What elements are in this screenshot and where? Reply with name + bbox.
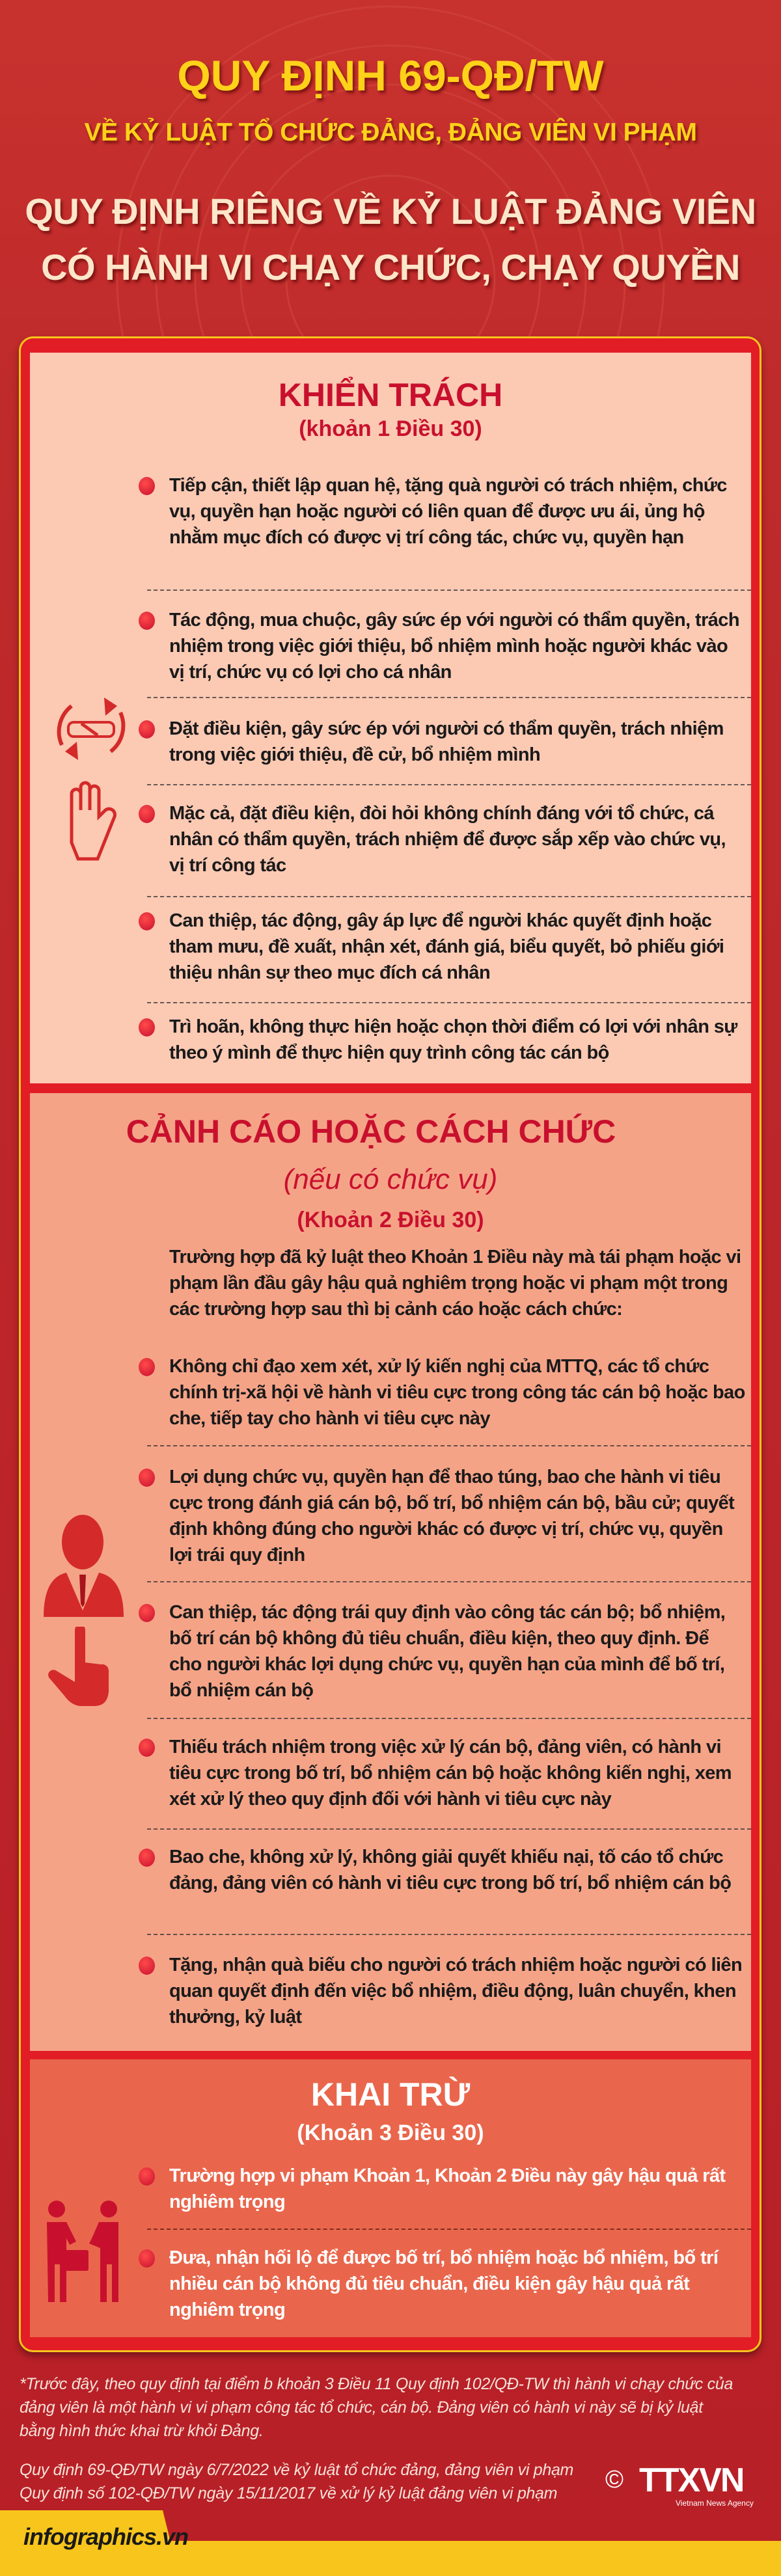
divider <box>147 590 751 591</box>
site-link[interactable]: infographics.vn <box>23 2523 189 2550</box>
section-ref: (khoản 1 Điều 30) <box>299 416 482 441</box>
bullet-icon <box>139 1957 155 1975</box>
section-ref: (Khoản 3 Điều 30) <box>297 2121 484 2145</box>
list-item: Tiếp cận, thiết lập quan hệ, tặng quà người có trách nhiệm, chức vụ, quyền hạn hoặc người có liên quan để được ưu ái, ủng hộ nhằm mục đích có được vị trí công tác, chức vụ, quyền hạn <box>169 475 727 548</box>
list-item: Lợi dụng chức vụ, quyền hạn để thao túng, bao che hành vi tiêu cực trong đánh giá cán bộ, bố trí, bổ nhiệm cán bộ, bầu cử; quyết định không đúng cho người khác có được vị trí, chức vụ, quyền lợi trái quy định <box>169 1467 735 1566</box>
section-title: KHAI TRỪ <box>310 2076 471 2113</box>
bullet-icon <box>139 1469 155 1487</box>
logo-subtitle: Vietnam News Agency <box>676 2499 754 2508</box>
section-title: KHIỂN TRÁCH <box>278 377 503 413</box>
divider <box>147 1445 751 1446</box>
divider <box>147 1581 751 1582</box>
section-intro: Trường hợp đã kỷ luật theo Khoản 1 Điều này mà tái phạm hoặc vi phạm lần đầu gây hậu quả nghiêm trọng hoặc vi phạm một trong các trường hợp sau thì bị cảnh cáo hoặc cách chức: <box>169 1247 741 1320</box>
section-ref: (Khoản 2 Điều 30) <box>297 1208 484 1232</box>
list-item: Can thiệp, tác động trái quy định vào công tác cán bộ; bổ nhiệm, bố trí cán bộ không đủ tiêu chuẩn, điều kiện, theo quy định. Để cho người khác lợi dụng chức vụ, quyền hạn của mình để bố trí, bổ nhiệm cán bộ <box>169 1602 726 1701</box>
section-canh-cao <box>30 1093 751 2051</box>
divider <box>147 2229 751 2230</box>
businessman-icon <box>40 1513 128 1617</box>
bullet-icon <box>139 2249 155 2268</box>
list-item: Không chỉ đạo xem xét, xử lý kiến nghị của MTTQ, các tổ chức chính trị-xã hội về hành vi tiêu cực trong công tác cán bộ hoặc bao che, tiếp tay cho hành vi tiêu cực này <box>169 1356 745 1429</box>
divider <box>147 896 751 897</box>
bribery-exchange-icon <box>40 2199 128 2303</box>
source-1: Quy định 69-QĐ/TW ngày 6/7/2022 về kỷ luật tổ chức đảng, đảng viên vi phạm <box>20 2461 574 2479</box>
list-item: Thiếu trách nhiệm trong việc xử lý cán bộ, đảng viên, có hành vi tiêu cực trong bố trí, bổ nhiệm cán bộ hoặc không kiến nghị, xem xét xử lý theo quy định đối với hành vi tiêu cực này <box>169 1737 732 1810</box>
list-item: Trì hoãn, không thực hiện hoặc chọn thời điểm có lợi với nhân sự theo ý mình để thực hiện quy trình công tác cán bộ <box>169 1016 737 1063</box>
handshake-cycle-icon <box>52 690 130 768</box>
bullet-icon <box>139 912 155 930</box>
divider <box>147 1828 751 1830</box>
headline-line-2: CÓ HÀNH VI CHẠY CHỨC, CHẠY QUYỀN <box>41 247 740 288</box>
bullet-icon <box>139 805 155 823</box>
list-item: Mặc cả, đặt điều kiện, đòi hỏi không chính đáng với tổ chức, cá nhân có thẩm quyền, trách nhiệm để được sắp xếp vào chức vụ, vị trí công tác <box>169 803 726 876</box>
divider <box>147 784 751 785</box>
section-title: CẢNH CÁO HOẶC CÁCH CHỨC <box>126 1113 616 1150</box>
bullet-icon <box>139 720 155 739</box>
ttxvn-logo <box>605 2461 755 2513</box>
list-item: Bao che, không xử lý, không giải quyết khiếu nại, tố cáo tổ chức đảng, đảng viên có hành vi tiêu cực trong bố trí, bổ nhiệm cán bộ <box>169 1847 732 1893</box>
bullet-icon <box>139 477 155 495</box>
headline-line-1: QUY ĐỊNH RIÊNG VỀ KỶ LUẬT ĐẢNG VIÊN <box>25 191 756 232</box>
divider <box>147 1718 751 1719</box>
divider <box>147 697 751 698</box>
pointing-hand-icon <box>46 1627 117 1708</box>
bullet-icon <box>139 2167 155 2186</box>
list-item: Đặt điều kiện, gây sức ép với người có thẩm quyền, trách nhiệm trong việc giới thiệu, đề cử, bổ nhiệm mình <box>169 718 724 765</box>
bullet-icon <box>139 1849 155 1867</box>
source-2: Quy định số 102-QĐ/TW ngày 15/11/2017 về xử lý kỷ luật đảng viên vi phạm <box>20 2484 558 2502</box>
page-title: QUY ĐỊNH 69-QĐ/TW <box>177 51 604 100</box>
footnote: *Trước đây, theo quy định tại điểm b khoản 3 Điều 11 Quy định 102/QĐ-TW thì hành vi chạy chức của đảng viên là một hành vi vi phạm công tác tổ chức, cán bộ. Đảng viên có hành vi này sẽ bị kỷ luật bằng hình thức khai trừ khỏi Đảng. <box>20 2375 733 2440</box>
bullet-icon <box>139 1018 155 1037</box>
divider <box>147 1002 751 1003</box>
page-subtitle: VỀ KỶ LUẬT TỔ CHỨC ĐẢNG, ĐẢNG VIÊN VI PHẠM <box>84 118 697 146</box>
copyright-icon: © <box>605 2466 623 2493</box>
divider <box>147 1934 751 1935</box>
bullet-icon <box>139 612 155 630</box>
list-item: Đưa, nhận hối lộ để được bố trí, bổ nhiệm hoặc bổ nhiệm, bố trí nhiều cán bộ không đủ tiêu chuẩn, điều kiện gây hậu quả rất nghiêm trọng <box>169 2247 719 2320</box>
stop-hand-icon <box>59 781 124 872</box>
list-item: Can thiệp, tác động, gây áp lực để người khác quyết định hoặc tham mưu, đề xuất, nhận xét, đánh giá, biểu quyết, bỏ phiếu giới thiệu nhân sự theo mục đích cá nhân <box>169 910 724 983</box>
list-item: Tặng, nhận quà biếu cho người có trách nhiệm hoặc người có liên quan quyết định đến việc bổ nhiệm, điều động, luân chuyển, khen thưởng, kỷ luật <box>169 1955 743 2027</box>
bullet-icon <box>139 1358 155 1376</box>
bullet-icon <box>139 1604 155 1622</box>
section-note: (nếu có chức vụ) <box>283 1163 498 1195</box>
list-item: Trường hợp vi phạm Khoản 1, Khoản 2 Điều này gây hậu quả rất nghiêm trọng <box>169 2165 726 2212</box>
list-item: Tác động, mua chuộc, gây sức ép với người có thẩm quyền, trách nhiệm trong việc giới thiệu, bổ nhiệm mình hoặc người khác vào vị trí, chức vụ có lợi cho cá nhân <box>169 610 739 683</box>
logo-text: TTXVN <box>639 2461 744 2499</box>
bullet-icon <box>139 1739 155 1757</box>
